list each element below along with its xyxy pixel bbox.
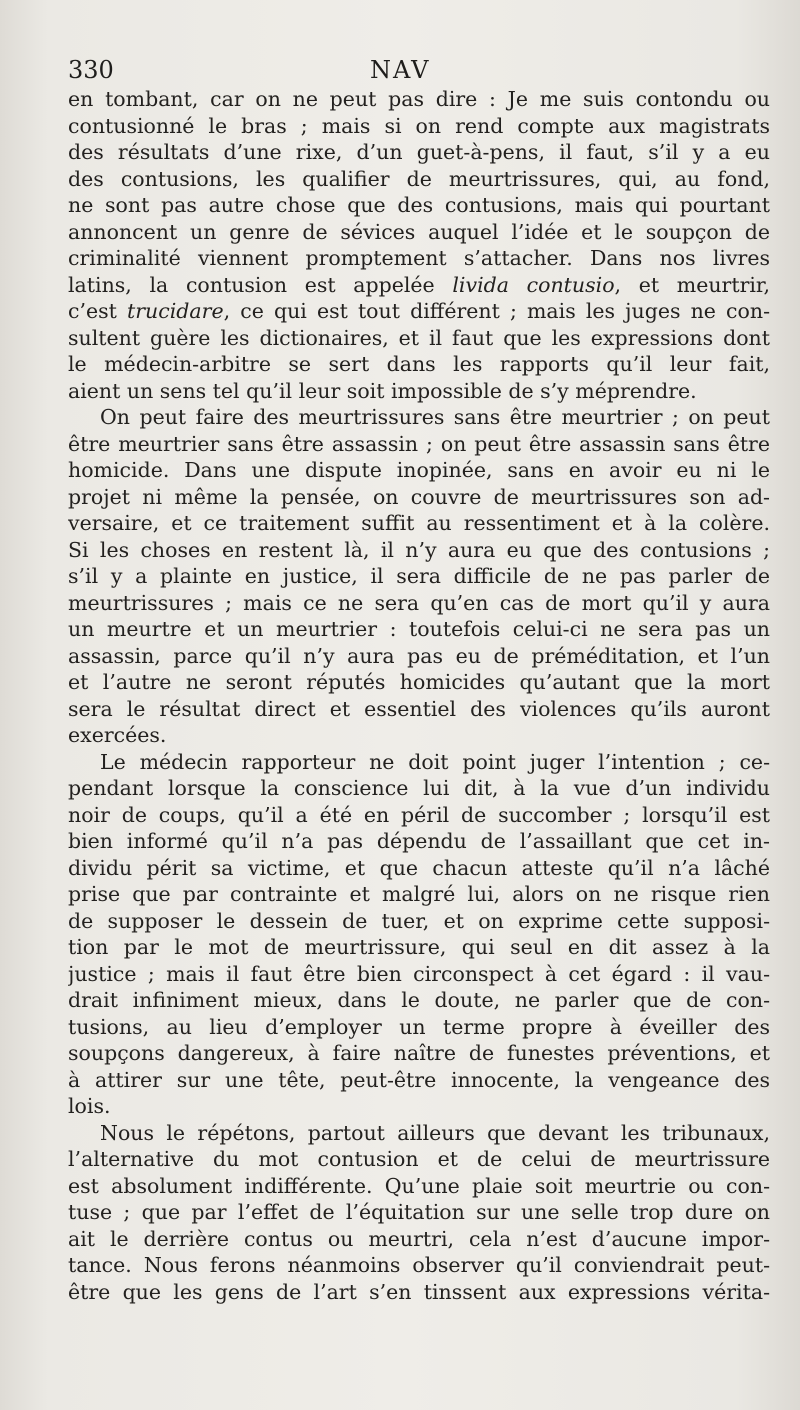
text-line: s’il y a plainte en justice, il sera difficile de ne pas parler de [68, 564, 770, 588]
text-line: tion par le mot de meurtrissure, qui seul en dit assez à la [68, 935, 770, 959]
text-line: tance. Nous ferons néanmoins observer qu’il conviendrait peut- [68, 1253, 770, 1277]
text-line: meurtrissures ; mais ce ne sera qu’en cas de mort qu’il y aura [68, 590, 770, 615]
text-line: latins, la contusion est appelée livida contusio, et meurtrir, [68, 272, 770, 297]
text-line: exercées. [68, 723, 167, 747]
text-line: projet ni même la pensée, on couvre de meurtrissures son ad- [68, 484, 770, 509]
text-line: sera le résultat direct et essentiel des violences qu’ils auront [68, 696, 770, 721]
page-header [68, 52, 768, 90]
text-line: noir de coups, qu’il a été en péril de succomber ; lorsqu’il est [68, 802, 770, 827]
text-line: tusions, au lieu d’employer un terme propre à éveiller des [68, 1014, 770, 1039]
paragraph [68, 86, 770, 404]
text-line: tuse ; que par l’effet de l’équitation sur une selle trop dure on [68, 1200, 770, 1224]
text-line: homicide. Dans une dispute inopinée, sans en avoir eu ni le [68, 458, 770, 482]
text-line: drait infiniment mieux, dans le doute, ne parler que de con- [68, 988, 770, 1012]
body-text [68, 86, 770, 1305]
text-line: dividu périt sa victime, et que chacun atteste qu’il n’a lâché [68, 855, 770, 880]
text-line: Si les choses en restent là, il n’y aura eu que des contusions ; [68, 537, 770, 562]
text-line: des résultats d’une rixe, d’un guet-à-pens, il faut, s’il y a eu [68, 140, 770, 164]
text-line: l’alternative du mot contusion et de celui de meurtrissure [68, 1147, 770, 1171]
paragraph [68, 404, 770, 749]
text-line: est absolument indifférente. Qu’une plaie soit meurtrie ou con- [68, 1173, 770, 1198]
text-line: Le médecin rapporteur ne doit point juger l’intention ; ce- [100, 749, 770, 774]
text-line: être meurtrier sans être assassin ; on peut être assassin sans être [68, 431, 770, 456]
text-line: justice ; mais il faut être bien circonspect à cet égard : il vau- [68, 961, 770, 986]
text-line: criminalité viennent promptement s’attacher. Dans nos livres [68, 246, 770, 270]
text-line: soupçons dangereux, à faire naître de funestes préventions, et [68, 1041, 770, 1065]
text-line: et l’autre ne seront réputés homicides qu’autant que la mort [68, 670, 770, 694]
text-line: versaire, et ce traitement suffit au ressentiment et à la colère. [68, 511, 770, 535]
text-line: être que les gens de l’art s’en tinssent aux expressions vérita- [68, 1279, 770, 1304]
italic-term: trucidare [127, 299, 224, 323]
paragraph [68, 1120, 770, 1306]
text-line: de supposer le dessein de tuer, et on exprime cette supposi- [68, 908, 770, 933]
text-line: ne sont pas autre chose que des contusions, mais qui pourtant [68, 193, 770, 217]
text-line: un meurtre et un meurtrier : toutefois celui-ci ne sera pas un [68, 617, 770, 641]
page-number: 330 [68, 56, 114, 84]
text-line: On peut faire des meurtrissures sans être meurtrier ; on peut [100, 405, 770, 429]
italic-term: livida contusio [452, 272, 615, 297]
text-line: des contusions, les qualifier de meurtrissures, qui, au fond, [68, 166, 770, 191]
text-line: lois. [68, 1094, 111, 1118]
text-line: prise que par contrainte et malgré lui, alors on ne risque rien [68, 882, 770, 906]
text-line: en tombant, car on ne peut pas dire : Je me suis contondu ou [68, 87, 770, 111]
text-line: bien informé qu’il n’a pas dépendu de l’assaillant que cet in- [68, 829, 770, 853]
text-line: sultent guère les dictionaires, et il faut que les expressions dont [68, 325, 770, 350]
text-line: aient un sens tel qu’il leur soit impossible de s’y méprendre. [68, 378, 697, 403]
text-line: pendant lorsque la conscience lui dit, à la vue d’un individu [68, 776, 770, 800]
text-line: à attirer sur une tête, peut-être innocente, la vengeance des [68, 1067, 770, 1092]
paragraph [68, 749, 770, 1120]
running-head: NAV [370, 56, 431, 84]
text-line: assassin, parce qu’il n’y aura pas eu de préméditation, et l’un [68, 643, 770, 668]
text-line: Nous le répétons, partout ailleurs que devant les tribunaux, [100, 1120, 770, 1145]
text-line: ait le derrière contus ou meurtri, cela n’est d’aucune impor- [68, 1226, 770, 1251]
text-line: annoncent un genre de sévices auquel l’idée et le soupçon de [68, 219, 770, 244]
text-line: contusionné le bras ; mais si on rend compte aux magistrats [68, 113, 770, 138]
text-line: c’est trucidare, ce qui est tout différent ; mais les juges ne con- [68, 299, 770, 323]
text-line: le médecin-arbitre se sert dans les rapports qu’il leur fait, [68, 352, 770, 376]
